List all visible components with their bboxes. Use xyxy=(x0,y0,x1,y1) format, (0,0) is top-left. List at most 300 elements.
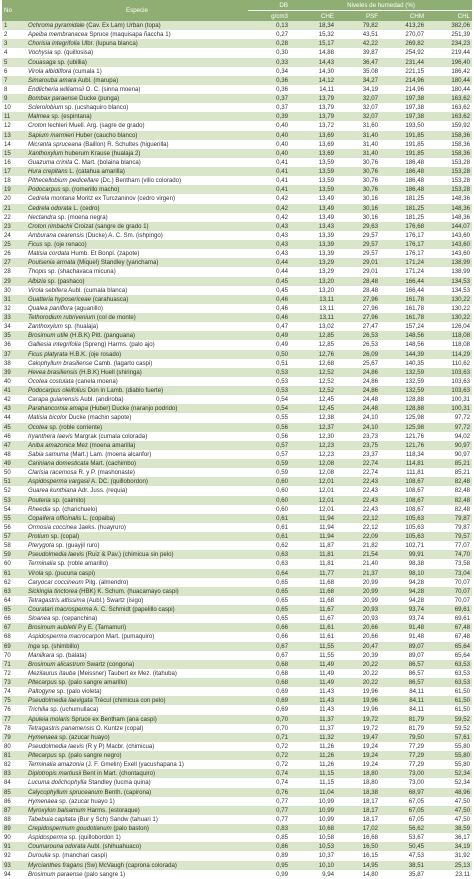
species-authority-common-name: sp. (cepanchina) xyxy=(50,615,98,623)
db-value: 0,60 xyxy=(248,496,290,505)
chm-value: 67,05 xyxy=(380,815,426,824)
species-scientific-name: Pseudolmedia laevigata xyxy=(28,697,93,705)
psf-value: 24,48 xyxy=(336,404,380,413)
table-row xyxy=(2,222,472,231)
species-name xyxy=(26,359,248,368)
table-row xyxy=(2,286,472,295)
species-name xyxy=(26,140,248,149)
chl-value: 63,53 xyxy=(426,678,472,687)
psf-value: 32,07 xyxy=(336,103,380,112)
psf-value: 32,07 xyxy=(336,94,380,103)
chl-value: 23,11 xyxy=(426,870,472,879)
chm-value: 181,25 xyxy=(380,204,426,213)
row-number: 84 xyxy=(2,778,26,787)
db-value: 0,74 xyxy=(248,778,290,787)
che-value: 11,43 xyxy=(290,696,336,705)
che-value: 13,69 xyxy=(290,131,336,140)
species-authority-common-name: (R y P) Macbr. (chimicua) xyxy=(83,742,155,750)
species-scientific-name: Chorisia integrifolia xyxy=(28,40,80,48)
chl-value: 47,50 xyxy=(426,806,472,815)
db-value: 0,43 xyxy=(248,240,290,249)
row-number: 69 xyxy=(2,642,26,651)
psf-value: 20,66 xyxy=(336,623,380,632)
row-number: 71 xyxy=(2,660,26,669)
row-number: 17 xyxy=(2,167,26,176)
species-scientific-name: Rheedia xyxy=(28,505,51,513)
species-scientific-name: Crepidospermum goudotianum xyxy=(28,825,112,832)
chm-value: 148,56 xyxy=(380,340,426,349)
row-number: 9 xyxy=(2,94,26,103)
species-authority-common-name: Ulbr. (lupuna blanca) xyxy=(79,40,138,48)
species-authority-common-name: (Ducke) A. C. Sm. (ishpingo) xyxy=(83,231,163,239)
chm-value: 89,07 xyxy=(380,642,426,651)
species-scientific-name: Cariniana domesticata xyxy=(28,460,89,467)
che-value: 12,01 xyxy=(290,505,336,514)
che-value: 14,11 xyxy=(290,85,336,94)
table-row xyxy=(2,48,472,57)
psf-value: 19,96 xyxy=(336,705,380,714)
table-row xyxy=(2,623,472,632)
row-number: 86 xyxy=(2,797,26,806)
chm-value: 67,05 xyxy=(380,797,426,806)
db-value: 0,47 xyxy=(248,322,290,331)
species-authority-common-name: (Bur y Sch) Sandw (tahuari 1) xyxy=(75,815,158,823)
chl-value: 61,50 xyxy=(426,696,472,705)
psf-value: 20,22 xyxy=(336,678,380,687)
chm-value: 176,17 xyxy=(380,240,426,249)
db-value: 0,28 xyxy=(248,39,290,48)
row-number: 61 xyxy=(2,569,26,578)
psf-value: 79,82 xyxy=(336,21,380,30)
table-row xyxy=(2,788,472,797)
psf-value: 20,22 xyxy=(336,669,380,678)
species-authority-common-name: (J. F. Gmelin) Exell (yacushapana 1) xyxy=(84,761,184,769)
che-value: 13,39 xyxy=(290,240,336,249)
chm-value: 186,48 xyxy=(380,176,426,185)
che-value: 12,76 xyxy=(290,350,336,359)
db-value: 0,41 xyxy=(248,176,290,185)
chm-value: 121,76 xyxy=(380,441,426,450)
species-name xyxy=(26,842,248,851)
table-row xyxy=(2,705,472,714)
species-authority-common-name: sp. (oje renaco) xyxy=(42,241,87,248)
psf-value: 19,24 xyxy=(336,751,380,760)
row-number: 37 xyxy=(2,350,26,359)
db-value: 0,33 xyxy=(248,58,290,67)
chl-value: 47,50 xyxy=(426,815,472,824)
che-value: 11,26 xyxy=(290,742,336,751)
db-value: 0,56 xyxy=(248,423,290,432)
species-name xyxy=(26,632,248,641)
chl-value: 144,07 xyxy=(426,222,472,231)
species-authority-common-name: Aubl. (cumala blanca) xyxy=(66,286,128,294)
species-scientific-name: Xanthoxylum xyxy=(28,149,64,157)
species-authority-common-name: Humb. Et Bonpl. (zapote) xyxy=(69,250,140,258)
table-row xyxy=(2,824,472,833)
table-row xyxy=(2,441,472,450)
db-value: 0,57 xyxy=(248,450,290,459)
row-number: 11 xyxy=(2,112,26,121)
che-value: 12,38 xyxy=(290,413,336,422)
table-header xyxy=(2,0,472,21)
species-scientific-name: Pltecarpus xyxy=(28,679,57,686)
species-scientific-name: Ochroma pyramidale xyxy=(28,22,85,29)
che-value: 11,94 xyxy=(290,532,336,541)
species-scientific-name: Virola albidiflora xyxy=(28,67,72,75)
row-number: 51 xyxy=(2,477,26,486)
table-row xyxy=(2,112,472,121)
species-name xyxy=(26,788,248,797)
species-authority-common-name: C. Mart. (bolaina blanca) xyxy=(72,158,141,166)
species-name xyxy=(26,687,248,696)
db-value: 0,49 xyxy=(248,331,290,340)
che-value: 11,67 xyxy=(290,614,336,623)
species-authority-common-name: (Sw) McVaugh (caprona colorada) xyxy=(82,861,177,869)
chm-value: 68,97 xyxy=(380,788,426,797)
chl-value: 55,80 xyxy=(426,742,472,751)
che-value: 14,43 xyxy=(290,58,336,67)
db-value: 0,51 xyxy=(248,359,290,368)
chm-value: 166,44 xyxy=(380,286,426,295)
species-scientific-name: Lucuma dolichophylla xyxy=(28,779,87,787)
db-value: 0,62 xyxy=(248,541,290,550)
species-scientific-name: Manilkara xyxy=(28,651,55,659)
chm-value: 77,29 xyxy=(380,760,426,769)
table-row xyxy=(2,450,472,459)
chl-value: 94,02 xyxy=(426,432,472,441)
che-value: 13,11 xyxy=(290,304,336,313)
db-value: 0,68 xyxy=(248,660,290,669)
species-scientific-name: Vochysia xyxy=(28,49,53,57)
chl-value: 74,70 xyxy=(426,550,472,559)
species-name xyxy=(26,112,248,121)
species-authority-common-name: sp. (palo violeta) xyxy=(55,688,102,696)
species-scientific-name: Ficus xyxy=(28,241,43,248)
db-value: 0,67 xyxy=(248,642,290,651)
che-value: 11,37 xyxy=(290,715,336,724)
chl-value: 70,07 xyxy=(426,587,472,596)
row-number: 68 xyxy=(2,632,26,641)
species-scientific-name: Mezilaurus itauba xyxy=(28,669,76,677)
chm-value: 176,68 xyxy=(380,222,426,231)
table-body xyxy=(2,21,472,879)
row-number: 21 xyxy=(2,204,26,213)
db-value: 0,42 xyxy=(248,194,290,203)
db-value: 0,41 xyxy=(248,167,290,176)
header-no: No xyxy=(2,0,26,21)
row-number: 42 xyxy=(2,395,26,404)
che-value: 11,77 xyxy=(290,569,336,578)
species-authority-common-name: (Baillon) R. Schultes (higuerilla) xyxy=(81,140,169,148)
chm-value: 214,96 xyxy=(380,76,426,85)
species-authority-common-name: (HBK) K. Schum. (huacamayo caspi) xyxy=(77,587,179,595)
species-name xyxy=(26,532,248,541)
chm-value: 125,98 xyxy=(380,413,426,422)
species-authority-common-name: sp. (palo sangre amarillo) xyxy=(56,679,128,686)
species-authority-common-name: O. Kuntze (copal) xyxy=(94,724,144,732)
species-authority-common-name: (Meissner) Taubert ex Mez. (itahuba) xyxy=(75,669,177,677)
table-row xyxy=(2,687,472,696)
species-authority-common-name: (Cav. Ex Lam) Urban (topa) xyxy=(84,22,161,29)
chl-value: 97,72 xyxy=(426,413,472,422)
table-row xyxy=(2,724,472,733)
chl-value: 110,62 xyxy=(426,359,472,368)
chl-value: 138,99 xyxy=(426,267,472,276)
chl-value: 130,22 xyxy=(426,304,472,313)
species-authority-common-name: L. (cedro) xyxy=(71,204,100,212)
table-row xyxy=(2,176,472,185)
species-authority-common-name: sp. (ubillia) xyxy=(55,58,87,66)
species-name xyxy=(26,550,248,559)
row-number: 73 xyxy=(2,678,26,687)
che-value: 13,79 xyxy=(290,103,336,112)
header-db: DB xyxy=(248,0,290,11)
psf-value: 24,10 xyxy=(336,423,380,432)
species-name xyxy=(26,642,248,651)
species-name xyxy=(26,149,248,158)
chm-value: 91,48 xyxy=(380,632,426,641)
chm-value: 176,17 xyxy=(380,231,426,240)
table-row xyxy=(2,149,472,158)
row-number: 32 xyxy=(2,304,26,313)
che-value: 11,55 xyxy=(290,651,336,660)
species-name xyxy=(26,368,248,377)
chl-value: 85,21 xyxy=(426,459,472,468)
psf-value: 20,99 xyxy=(336,596,380,605)
species-authority-common-name: Moritz ex Turczaninov (cedro virgen) xyxy=(74,195,175,203)
row-number: 45 xyxy=(2,423,26,432)
species-name xyxy=(26,158,248,167)
chl-value: 82,48 xyxy=(426,496,472,505)
species-authority-common-name: R. y P. (mashonaste) xyxy=(76,469,135,477)
psf-value: 27,96 xyxy=(336,304,380,313)
species-scientific-name: Guarea kunthiana xyxy=(28,487,77,495)
species-name xyxy=(26,541,248,550)
species-name xyxy=(26,815,248,824)
chm-value: 140,35 xyxy=(380,359,426,368)
db-value: 0,42 xyxy=(248,204,290,213)
species-scientific-name: Duroulia xyxy=(28,852,51,860)
species-name xyxy=(26,614,248,623)
psf-value: 20,93 xyxy=(336,614,380,623)
psf-value: 22,43 xyxy=(336,505,380,514)
chl-value: 163,62 xyxy=(426,112,472,121)
species-authority-common-name: Spruce (maquisapa ñaccha 1) xyxy=(87,31,171,39)
db-value: 0,71 xyxy=(248,733,290,742)
psf-value: 30,16 xyxy=(336,204,380,213)
species-name xyxy=(26,715,248,724)
db-value: 0,74 xyxy=(248,769,290,778)
psf-value: 19,47 xyxy=(336,733,380,742)
psf-value: 31,40 xyxy=(336,149,380,158)
chl-value: 234,23 xyxy=(426,39,472,48)
psf-value: 29,57 xyxy=(336,231,380,240)
species-scientific-name: Sabia samuma xyxy=(28,450,69,458)
chm-value: 94,28 xyxy=(380,596,426,605)
species-name xyxy=(26,222,248,231)
db-value: 0,30 xyxy=(248,48,290,57)
species-authority-common-name: sp. (quillobordon 1) xyxy=(66,834,121,842)
db-value: 0,85 xyxy=(248,833,290,842)
table-row xyxy=(2,85,472,94)
che-value: 12,01 xyxy=(290,486,336,495)
species-scientific-name: Qualea paniflora xyxy=(28,304,73,312)
chl-value: 180,44 xyxy=(426,76,472,85)
chl-value: 153,28 xyxy=(426,167,472,176)
db-value: 0,46 xyxy=(248,295,290,304)
species-authority-common-name: Adr. Juss. (requia) xyxy=(76,487,128,495)
species-scientific-name: Guazuma crinita xyxy=(28,158,73,166)
table-row xyxy=(2,377,472,386)
db-value: 0,77 xyxy=(248,815,290,824)
row-number: 44 xyxy=(2,413,26,422)
db-value: 0,68 xyxy=(248,669,290,678)
species-scientific-name: Terminalia xyxy=(28,560,56,568)
psf-value: 20,93 xyxy=(336,605,380,614)
chm-value: 121,76 xyxy=(380,432,426,441)
che-value: 11,15 xyxy=(290,778,336,787)
species-name xyxy=(26,286,248,295)
psf-value: 26,09 xyxy=(336,350,380,359)
psf-value: 29,63 xyxy=(336,222,380,231)
row-number: 30 xyxy=(2,286,26,295)
db-value: 0,54 xyxy=(248,395,290,404)
chl-value: 90,97 xyxy=(426,450,472,459)
db-value: 0,69 xyxy=(248,705,290,714)
table-row xyxy=(2,742,472,751)
che-value: 14,12 xyxy=(290,76,336,85)
species-name xyxy=(26,331,248,340)
chm-value: 221,15 xyxy=(380,67,426,76)
psf-value: 26,53 xyxy=(336,340,380,349)
species-name xyxy=(26,76,248,85)
chm-value: 50,45 xyxy=(380,842,426,851)
che-value: 13,02 xyxy=(290,322,336,331)
chm-value: 128,88 xyxy=(380,395,426,404)
row-number: 57 xyxy=(2,532,26,541)
species-authority-common-name: (col de monte) xyxy=(95,314,136,321)
psf-value: 22,09 xyxy=(336,532,380,541)
psf-value: 19,24 xyxy=(336,742,380,751)
table-row xyxy=(2,486,472,495)
che-value: 13,43 xyxy=(290,222,336,231)
db-value: 0,53 xyxy=(248,386,290,395)
che-value: 11,15 xyxy=(290,769,336,778)
species-authority-common-name: (cumala 1) xyxy=(71,67,102,75)
chm-value: 186,48 xyxy=(380,167,426,176)
che-value: 10,99 xyxy=(290,797,336,806)
species-name xyxy=(26,432,248,441)
table-row xyxy=(2,605,472,614)
chl-value: 70,07 xyxy=(426,578,472,587)
chm-value: 93,74 xyxy=(380,614,426,623)
species-name xyxy=(26,240,248,249)
chl-value: 36,17 xyxy=(426,833,472,842)
db-value: 0,95 xyxy=(248,861,290,870)
db-value: 0,69 xyxy=(248,696,290,705)
chl-value: 47,50 xyxy=(426,797,472,806)
chm-value: 79,50 xyxy=(380,733,426,742)
db-value: 0,46 xyxy=(248,313,290,322)
db-value: 0,61 xyxy=(248,532,290,541)
row-number: 22 xyxy=(2,213,26,222)
species-scientific-name: Carapa guianensis xyxy=(28,396,79,404)
species-authority-common-name: sp. (guayjil ruro) xyxy=(54,542,100,550)
row-number: 53 xyxy=(2,496,26,505)
species-scientific-name: Brosimum paraense xyxy=(28,870,83,878)
table-row xyxy=(2,386,472,395)
che-value: 12,23 xyxy=(290,450,336,459)
chl-value: 25,13 xyxy=(426,861,472,870)
che-value: 11,61 xyxy=(290,632,336,641)
species-name xyxy=(26,477,248,486)
psf-value: 19,96 xyxy=(336,696,380,705)
chm-value: 99,91 xyxy=(380,550,426,559)
species-scientific-name: Croton xyxy=(28,122,47,130)
row-number: 76 xyxy=(2,705,26,714)
table-row xyxy=(2,778,472,787)
psf-value: 29,01 xyxy=(336,258,380,267)
chl-value: 153,28 xyxy=(426,176,472,185)
chm-value: 171,24 xyxy=(380,267,426,276)
table-row xyxy=(2,322,472,331)
che-value: 13,20 xyxy=(290,277,336,286)
table-row xyxy=(2,94,472,103)
chl-value: 158,36 xyxy=(426,131,472,140)
db-value: 0,65 xyxy=(248,614,290,623)
species-authority-common-name: Aubl. (andiroba) xyxy=(78,396,124,404)
table-row xyxy=(2,58,472,67)
db-value: 0,40 xyxy=(248,140,290,149)
species-scientific-name: Simarouba amara xyxy=(28,76,77,84)
species-authority-common-name: Don in Lamb. (diablo fuerte) xyxy=(85,387,164,394)
species-scientific-name: Trichilia xyxy=(28,706,49,714)
che-value: 11,94 xyxy=(290,523,336,532)
species-name xyxy=(26,486,248,495)
chl-value: 126,04 xyxy=(426,322,472,331)
chm-value: 77,29 xyxy=(380,751,426,760)
db-value: 0,77 xyxy=(248,797,290,806)
che-value: 12,68 xyxy=(290,359,336,368)
chm-value: 231,44 xyxy=(380,58,426,67)
chl-value: 159,92 xyxy=(426,121,472,130)
species-scientific-name: Hevea brasiliensis xyxy=(28,368,78,376)
che-value: 11,61 xyxy=(290,623,336,632)
db-value: 0,65 xyxy=(248,596,290,605)
species-authority-common-name: Bent in Mart. (chontaquiro) xyxy=(81,770,156,778)
species-name xyxy=(26,678,248,687)
species-scientific-name: Cedrela odorata xyxy=(28,204,72,212)
chl-value: 52,34 xyxy=(426,778,472,787)
chl-value: 59,52 xyxy=(426,715,472,724)
table-row xyxy=(2,277,472,286)
chm-value: 105,63 xyxy=(380,514,426,523)
che-value: 11,04 xyxy=(290,788,336,797)
species-authority-common-name: sp. (moena negra) xyxy=(56,213,108,221)
header-che: CHE xyxy=(290,11,336,22)
species-scientific-name: Pouteria xyxy=(28,496,51,504)
table-row xyxy=(2,769,472,778)
species-name xyxy=(26,505,248,514)
row-number: 6 xyxy=(2,67,26,76)
species-authority-common-name: A. DC. (quillobordon) xyxy=(89,478,148,486)
row-number: 39 xyxy=(2,368,26,377)
chm-value: 413,26 xyxy=(380,21,426,30)
row-number: 50 xyxy=(2,468,26,477)
che-value: 11,49 xyxy=(290,669,336,678)
species-name xyxy=(26,578,248,587)
species-scientific-name: Sloanea xyxy=(28,615,51,623)
